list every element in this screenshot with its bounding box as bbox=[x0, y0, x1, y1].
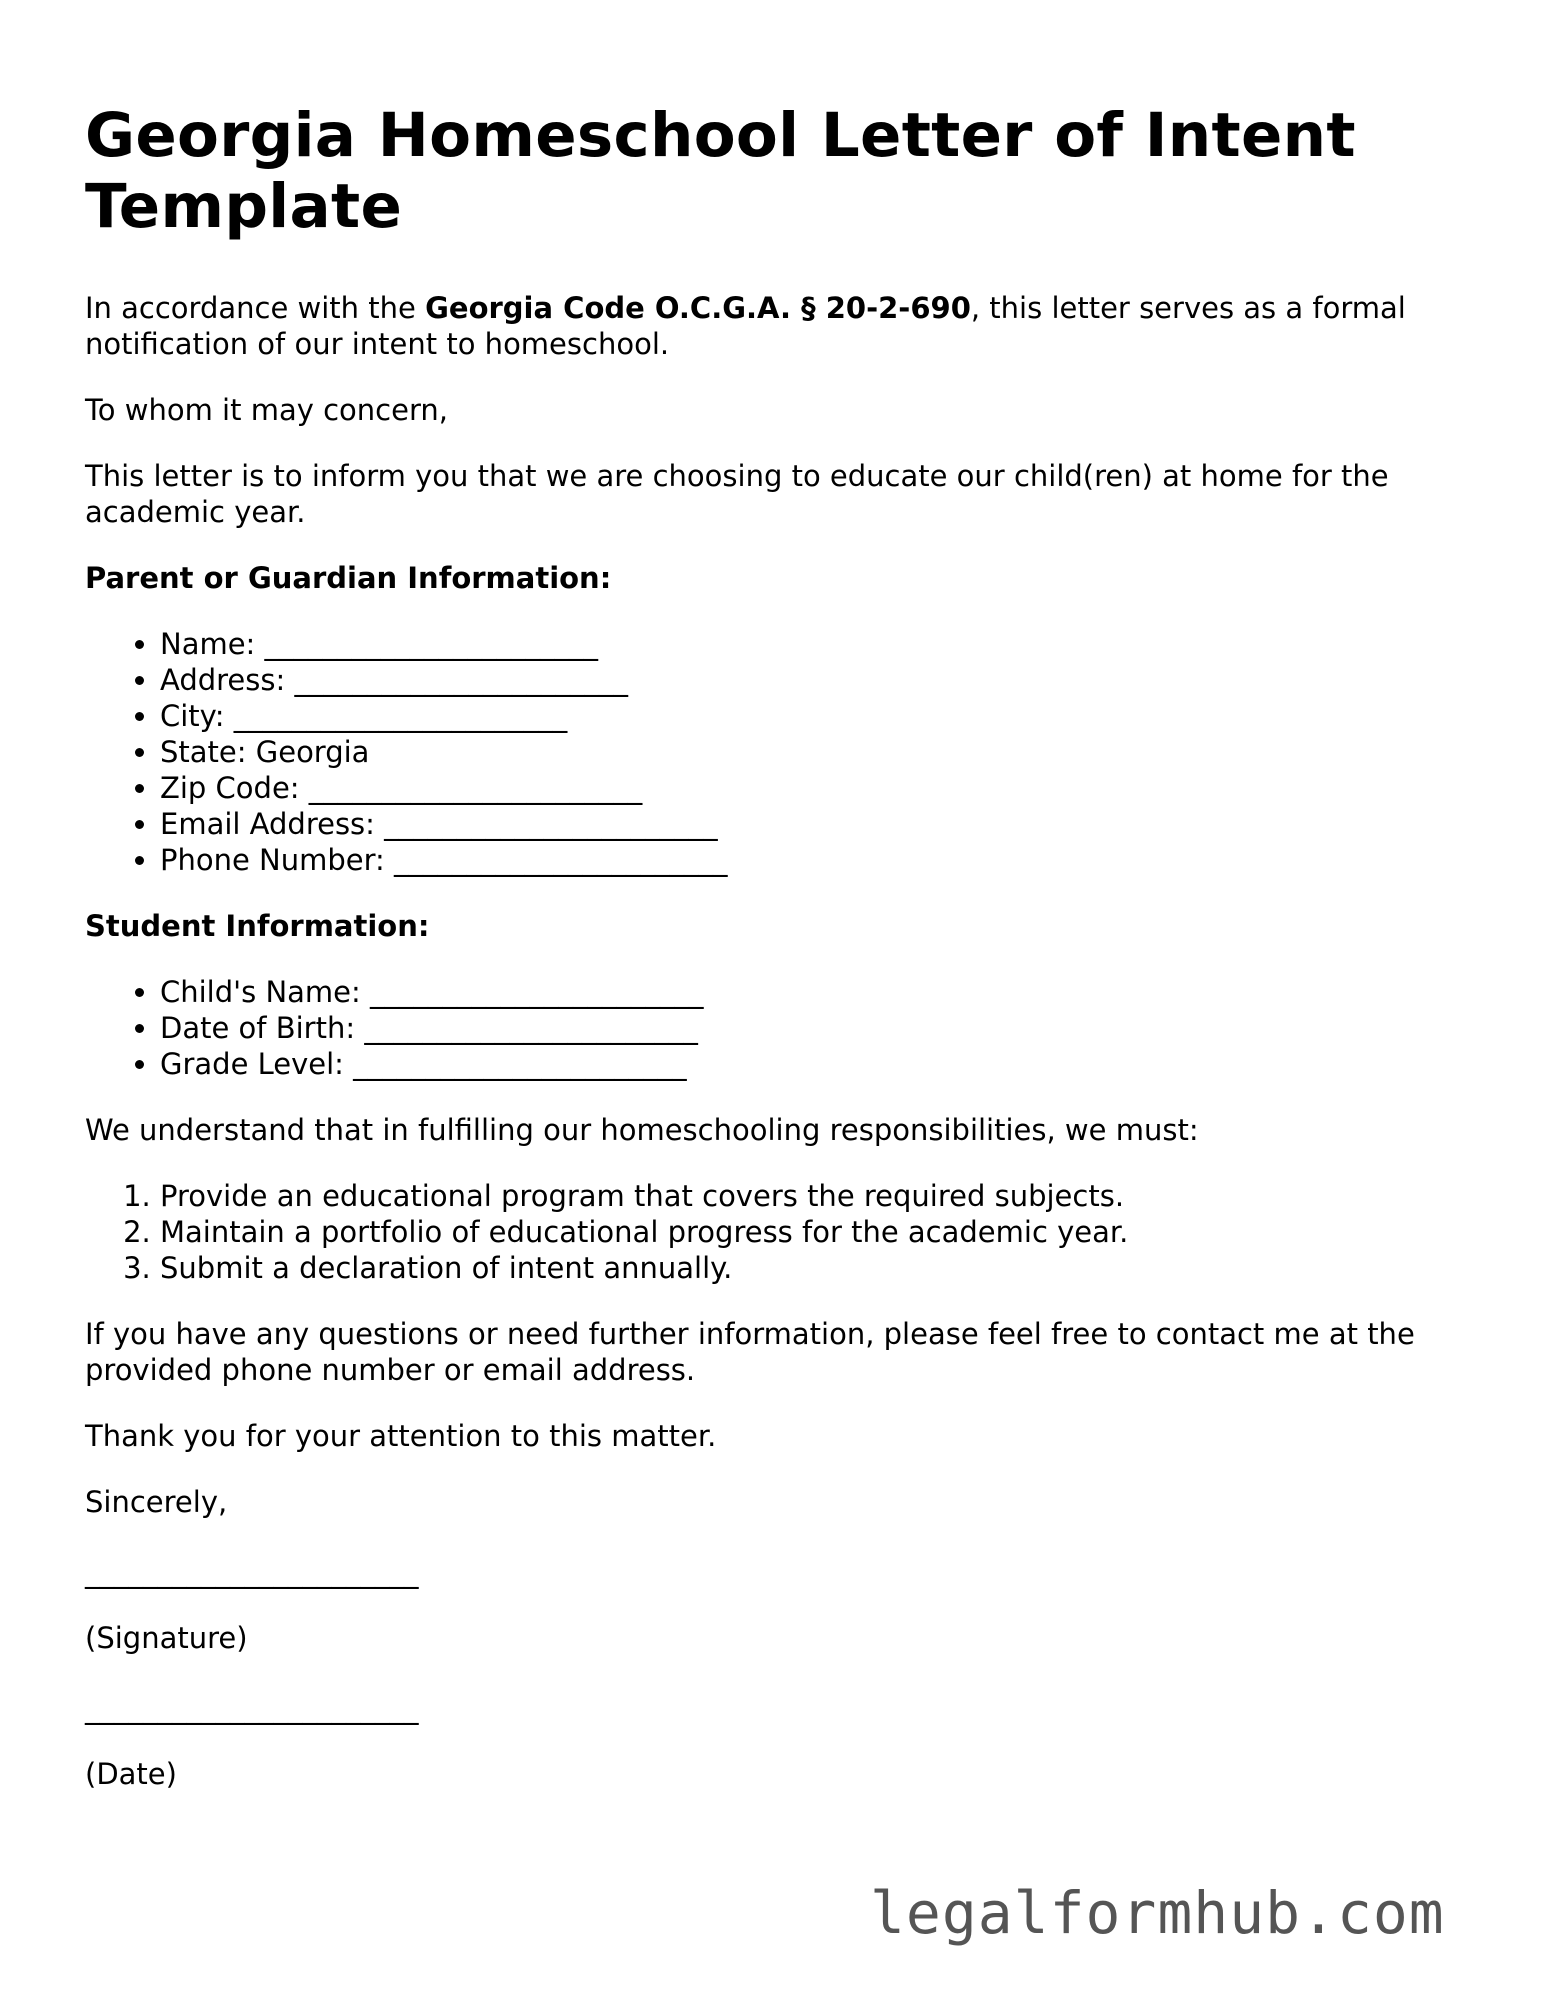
date-label: (Date) bbox=[85, 1757, 177, 1791]
salutation: To whom it may concern, bbox=[85, 393, 448, 427]
parent-info-heading: Parent or Guardian Information: bbox=[85, 561, 612, 595]
student-info-heading: Student Information: bbox=[85, 909, 430, 943]
parent-zip-field[interactable]: • Zip Code: _______________________ bbox=[160, 770, 1465, 806]
intro-code: Georgia Code O.C.G.A. § 20-2-690 bbox=[425, 291, 971, 325]
closing: Sincerely, bbox=[85, 1485, 228, 1519]
signature-line[interactable]: _______________________ bbox=[85, 1555, 419, 1589]
parent-address-field[interactable]: • Address: _______________________ bbox=[160, 662, 1465, 698]
parent-info-list bbox=[85, 626, 1465, 878]
responsibility-item: 3. Submit a declaration of intent annually. bbox=[160, 1250, 1465, 1286]
page-title: Georgia Homeschool Letter of Intent Template bbox=[85, 100, 1356, 242]
signature-label: (Signature) bbox=[85, 1621, 248, 1655]
thanks-paragraph: Thank you for your attention to this matter. bbox=[85, 1419, 717, 1453]
intro-suffix: , this letter serves as a formal notification of our intent to homeschool. bbox=[85, 291, 1406, 361]
parent-email-field[interactable]: • Email Address: _______________________ bbox=[160, 806, 1465, 842]
parent-city-field[interactable]: • City: _______________________ bbox=[160, 698, 1465, 734]
student-info-list bbox=[85, 974, 1465, 1082]
responsibility-item: 1. Provide an educational program that covers the required subjects. bbox=[160, 1178, 1465, 1214]
responsibilities-list bbox=[85, 1178, 1465, 1286]
questions-paragraph: If you have any questions or need further information, please feel free to contact me at the provided phone number or email address. bbox=[85, 1317, 1415, 1387]
intro-prefix: In accordance with the bbox=[85, 291, 426, 325]
date-line[interactable]: _______________________ bbox=[85, 1691, 419, 1725]
parent-phone-field[interactable]: • Phone Number: _______________________ bbox=[160, 842, 1465, 878]
inform-paragraph: This letter is to inform you that we are choosing to educate our child(ren) at home for the academic year. bbox=[85, 459, 1389, 529]
student-grade-field[interactable]: • Grade Level: _______________________ bbox=[160, 1046, 1465, 1082]
watermark: legalformhub.com bbox=[870, 1879, 1445, 1947]
student-dob-field[interactable]: • Date of Birth: _______________________ bbox=[160, 1010, 1465, 1046]
parent-state-field: • State: Georgia bbox=[160, 734, 1465, 770]
document-page bbox=[85, 100, 1465, 1822]
intro-paragraph bbox=[85, 290, 1465, 362]
student-name-field[interactable]: • Child's Name: _______________________ bbox=[160, 974, 1465, 1010]
understand-paragraph: We understand that in fulfilling our homeschooling responsibilities, we must: bbox=[85, 1113, 1199, 1147]
responsibility-item: 2. Maintain a portfolio of educational progress for the academic year. bbox=[160, 1214, 1465, 1250]
parent-name-field[interactable]: • Name: _______________________ bbox=[160, 626, 1465, 662]
